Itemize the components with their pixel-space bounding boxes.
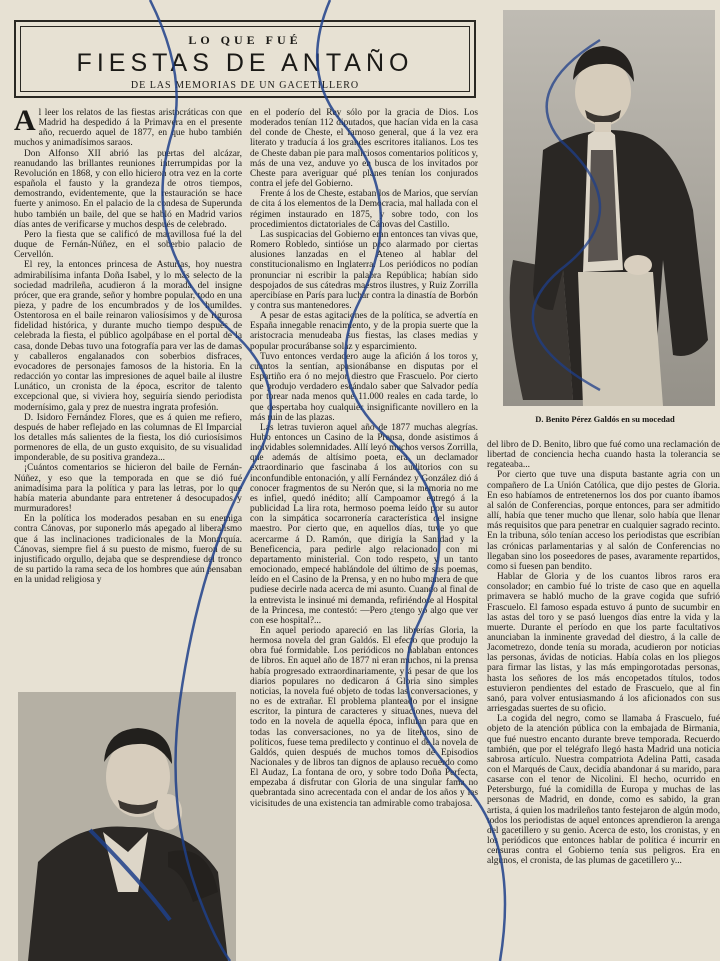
paragraph: En la política los moderados pesaban en su enemiga contra Cánovas, por suponerlo más apegado al liberalismo que á las inclinaciones tradicionales de la Monarquía. Cánovas, siempre fiel á su puesto de mismo, fueron de su injustificado orgullo, dejaba que se desprendiese del tronco de su partido la rama seca de los hombres que aún pensaban en la unidad religiosa y (14, 514, 242, 586)
article-header (14, 20, 476, 98)
paragraph: en el poderío del Rey sólo por la gracia de Dios. Los moderados tenían 112 diputados, que hacían vida en la casa del conde de Cheste, el famoso general, que á la vez era literato y traducía á los grandes escritores italianos. Los tes de Cheste daban pie para maliciosos comentarios políticos y, más de una vez, anduve yo en busca de los invitados por Cheste para averiguar qué planes tenían los conjurados contra el jefe del Gobierno. (250, 108, 478, 190)
photo-caption: D. Benito Pérez Galdós en su mocedad (535, 414, 675, 424)
drop-cap: A (14, 108, 36, 137)
header-inner-frame (20, 26, 470, 92)
paragraph: Por cierto que tuve una disputa bastante agria con un compañero de La Unión Católica, que dijo pestes de Gloria. En eso habíamos de entretenernos los dos por cuanto íbamos al salón de Conferencias, porque entonces, para ser admitido allí, había que tener mucho que llenar, solo había que llenar más requisitos que para penetrar en cualquier sagrado recinto. En la tribuna, sólo tenían acceso los periodistas que escribían las crónicas parlamentarias y al salón de Conferencias no llegaban sino los poseedores de pases, avaramente repartidos, como si fuesen pan bendito. (487, 470, 720, 572)
paragraph: Hablar de Gloria y de los cuantos libros raros era consolador; en cambio fué lo triste de caso que en aquella primavera se habló mucho de la grave cogida que sufrió Frascuelo. El famoso espada estuvo á punto de sucumbir en las astas del toro y se pasó luengos días entre la vida y la muerte. Durante el período en que los parte facultativos anunciaban la inminente gravedad del diestro, á la calle de Jacometrezo, donde tenía su morada, acudieron por noticias las personas, ávidas de noticias. Había colas en los pliegos para firmar las listas, y las más empingorotadas personas, hasta los señores de los más encopetados títulos, todos estuvieron pendientes del estado de Frascuelo, que al fin sanó, para volver entusiasmando á los aficionados con sus arriesgadas suertes de su oficio. (487, 572, 720, 715)
article-subtitle: DE LAS MEMORIAS DE UN GACETILLERO (130, 80, 360, 91)
paragraph: La cogida del negro, como se llamaba á Frascuelo, fué objeto de la atención pública con la embajada de Birmania, que fué nuestro encanto durante breve temporada. Recuerdo también, que por el telégrafo llegó hasta Madrid una noticia sabrosa artículo. Nuestra compatriota Adelina Patti, casada con el Marqués de Caux, decidía abandonar á su marido, para casarse con el tenor de Nicolini. El hecho, ocurrido en Petersburgo, fué la comidilla de Europa y muchas de las personas de Madrid, en donde, como es sabido, la gran artista, á quien los madrileños tanto festejaron de algún modo, todos los periodistas de aquel entonces aprendieron la arenga del gacetillero y su genio. Acerca de esto, los cronistas, y en los periódicos que entonces hablar de política é incurrir en censuras contra el Gobierno tenía sus peligros. Era en algunos, el cronista, de las plumas de gacetillero y... (487, 714, 720, 867)
paragraph: El rey, la entonces princesa de Asturias, hoy nuestra admirabilísima infanta Doña Isabel, y lo más selecto de la sociedad madrileña, acudieron á la morada del insigne prócer, que era grande, señor y hombre popular, todo en una pieza, y padre de los encumbrados y de los humildes. Ostentorosa en el baile reinaron valiosísimos y de rigurosa fidelidad histórica, y durante mucho tiempo después de celebrada la fiesta, el público agolpábase en el portal de la casa, donde Debas tuvo una fotografía para ver las de damas y caballeros engalanados con soberbios disfraces, evocadores de personajes famosos de la historia. En la redacción yo contar las impresiones de aquel baile al ilustre Lunático, un cronista de la época, escritor de talento excepcional que, si viviera hoy, seguiría siendo periodista modernísimo, gala y prez de nuestra ingrata profesión. (14, 260, 242, 413)
portrait-photo-galdos (503, 10, 715, 406)
paragraph: D. Isidoro Fernández Flores, que es á quien me refiero, después de haber reflejado en las columnas de El Imparcial los detalles más salientes de la fiesta, los dió curiosísimos pormenores de ella, de un gusto exquisito, de su visualidad imponderable, de su positiva grandeza... (14, 412, 242, 464)
paragraph: Las suspicacias del Gobierno eran entonces tan vivas que, Romero Robledo, sintióse un poco alarmado por ciertas alusiones lanzadas en el Ateneo al hablar del constitucionalismo en Inglaterra. Los periódicos no podían pronunciar ni escribir la palabra República; habían sido despojados de sus cátedras maestros ilustres, y Ruiz Zorrilla apercibíase en París para luchar contra la dinastía de Borbón y contra sus mantenedores. (250, 229, 478, 311)
paragraph: Tuvo entonces verdadero auge la afición á los toros y, cuantos la sentían, apasionábanse en disputas por el Espartiño era ó no mejor diestro que Frascuelo. Por cierto que produjo verdadero escándalo saber que Salvador pedía por torear nada menos que 11.000 reales en cada tarde, lo que despertaba hoy cualquier insignificante novillero en la más ruin de las plazas. (250, 351, 478, 423)
portrait-photo-bottom (18, 692, 236, 961)
paragraph: Las letras tuvieron aquel año de 1877 muchas alegrías. Hubo entonces un Casino de la Prensa, donde asistimos á inolvidables solemnidades. Allí leyó muchos versos Zorrilla, que además de altísimo poeta, era un declamador extraordinario que fascinaba á los auditorios con su inconfundible entonación, y allí Fernández y González dió á conocer fragmentos de su Nerón que, si la memoria no me es infiel, quedó inédito; allí Campoamor entregó á la publicidad La lira rota, hermoso poema leído por su autor con la simpática socarronería característica del insigne maestro. Por cierto que, en aquellos días, tuve yo que acercarme á D. Ramón, que dirigía la Sanidad y la Beneficencia, para pedirle algo relacionado con mi departamento ministerial. Con todo respeto, y un tanto emocionado, empecé hablándole del último de sus poemas, leído en el Casino de la Prensa, y en no hubo manera de que pudiese decirle nada acerca de mi asunto. Cuando al final de la entrevista le insinué mi demanda, refiriéndose al Hospital de la Princesa, me contestó: —Pero ¿tengo yo algo que ver con ese hospital?... (250, 422, 478, 626)
portrait-illustration-bottom (18, 692, 236, 961)
text-column-1 (14, 108, 242, 690)
paragraph: Don Alfonso XII abrió las puertas del alcázar, reanudando las brillantes reuniones interrumpidas por la Revolución en 1868, y con ello hicieron otra vez en la corte española el fausto y la grandeza de otros tiempos, demostrando, evidentemente, que la restauración se hace fuerte y animoso. En el palacio de la condesa de Superunda hubo también un baile, del que se habló en Madrid varios días antes de verificarse y muchos después de celebrado. (14, 148, 242, 230)
text-column-2 (250, 108, 478, 960)
header-kicker: LO QUE FUÉ (188, 33, 302, 47)
paragraph: Frente á los de Cheste, estaban los de Marios, que servían de cita á los elementos de la Democracia, mal hallada con el régimen instaurado en 1875, y sobre todo, con los procedimientos dictatoriales de Cánovas del Castillo. (250, 189, 478, 230)
paragraph: Pero la fiesta que se calificó de maravillosa fué la del duque de Fernán-Núñez, en el soberbio palacio de Cervellón. (14, 229, 242, 261)
article-title: FIESTAS DE ANTAÑO (76, 49, 414, 77)
paragraph: En aquel periodo apareció en las librerías Gloria, la hermosa novela del gran Galdós. El efecto que produjo la obra fué formidable. Los periódicos no hablaban entonces de libros. En aquel año de 1877 ni eran muchos, ni la prensa había progresado extraordinariamente, y á pesar de que los diarios populares no dedicaron á Gloria sino simples noticias, la novela fué objeto de todas las conversaciones, y no es de extrañar. El problema planteado por el insigne escritor, la pintura de caracteres y situaciones, nueva del todo en la novela de aquella época, influían para que en todas las conversaciones, no ya de literatos, sino de políticos, fuese tema predilecto y continuo el de la novela de Galdós, quien después de muchos tomos de Episodios Nacionales y de libros tan dignos de aplauso recuerdo como El Audaz, La fontana de oro, y sobre todo Doña Perfecta, empezaba á disfrutar con Gloria de una singular fama no quebrantada sino acrecentada con el andar de los años y las vicisitudes de una existencia tan admirable como trabajosa. (250, 625, 478, 809)
paragraph: l leer los relatos de las fiestas aristocráticas con que Madrid ha despedido á la Primavera en el presente año, recuerdo aquel de 1877, en que hubo también muchos y animadísimos saraos. (14, 108, 242, 149)
paragraph: del libro de D. Benito, libro que fué como una reclamación de libertad de conciencia hecha cuando hasta la tolerancia se regateaba... (487, 440, 720, 471)
text-column-3 (487, 440, 720, 960)
paragraph: ¡Cuántos comentarios se hicieron del baile de Fernán-Núñez, y eso que la temporada en que se dió fué animadísima para la política y para las letras, por lo que había materia abundante para entretener á desocupados y murmuradores! (14, 463, 242, 515)
portrait-illustration (503, 10, 715, 406)
paragraph: A pesar de estas agitaciones de la política, se advertía en España innegable renacimiento, y de la propia suerte que la aristocracia menudeaba sus fiestas, las clases medias y popular procurábanse solaz y esparcimiento. (250, 311, 478, 352)
